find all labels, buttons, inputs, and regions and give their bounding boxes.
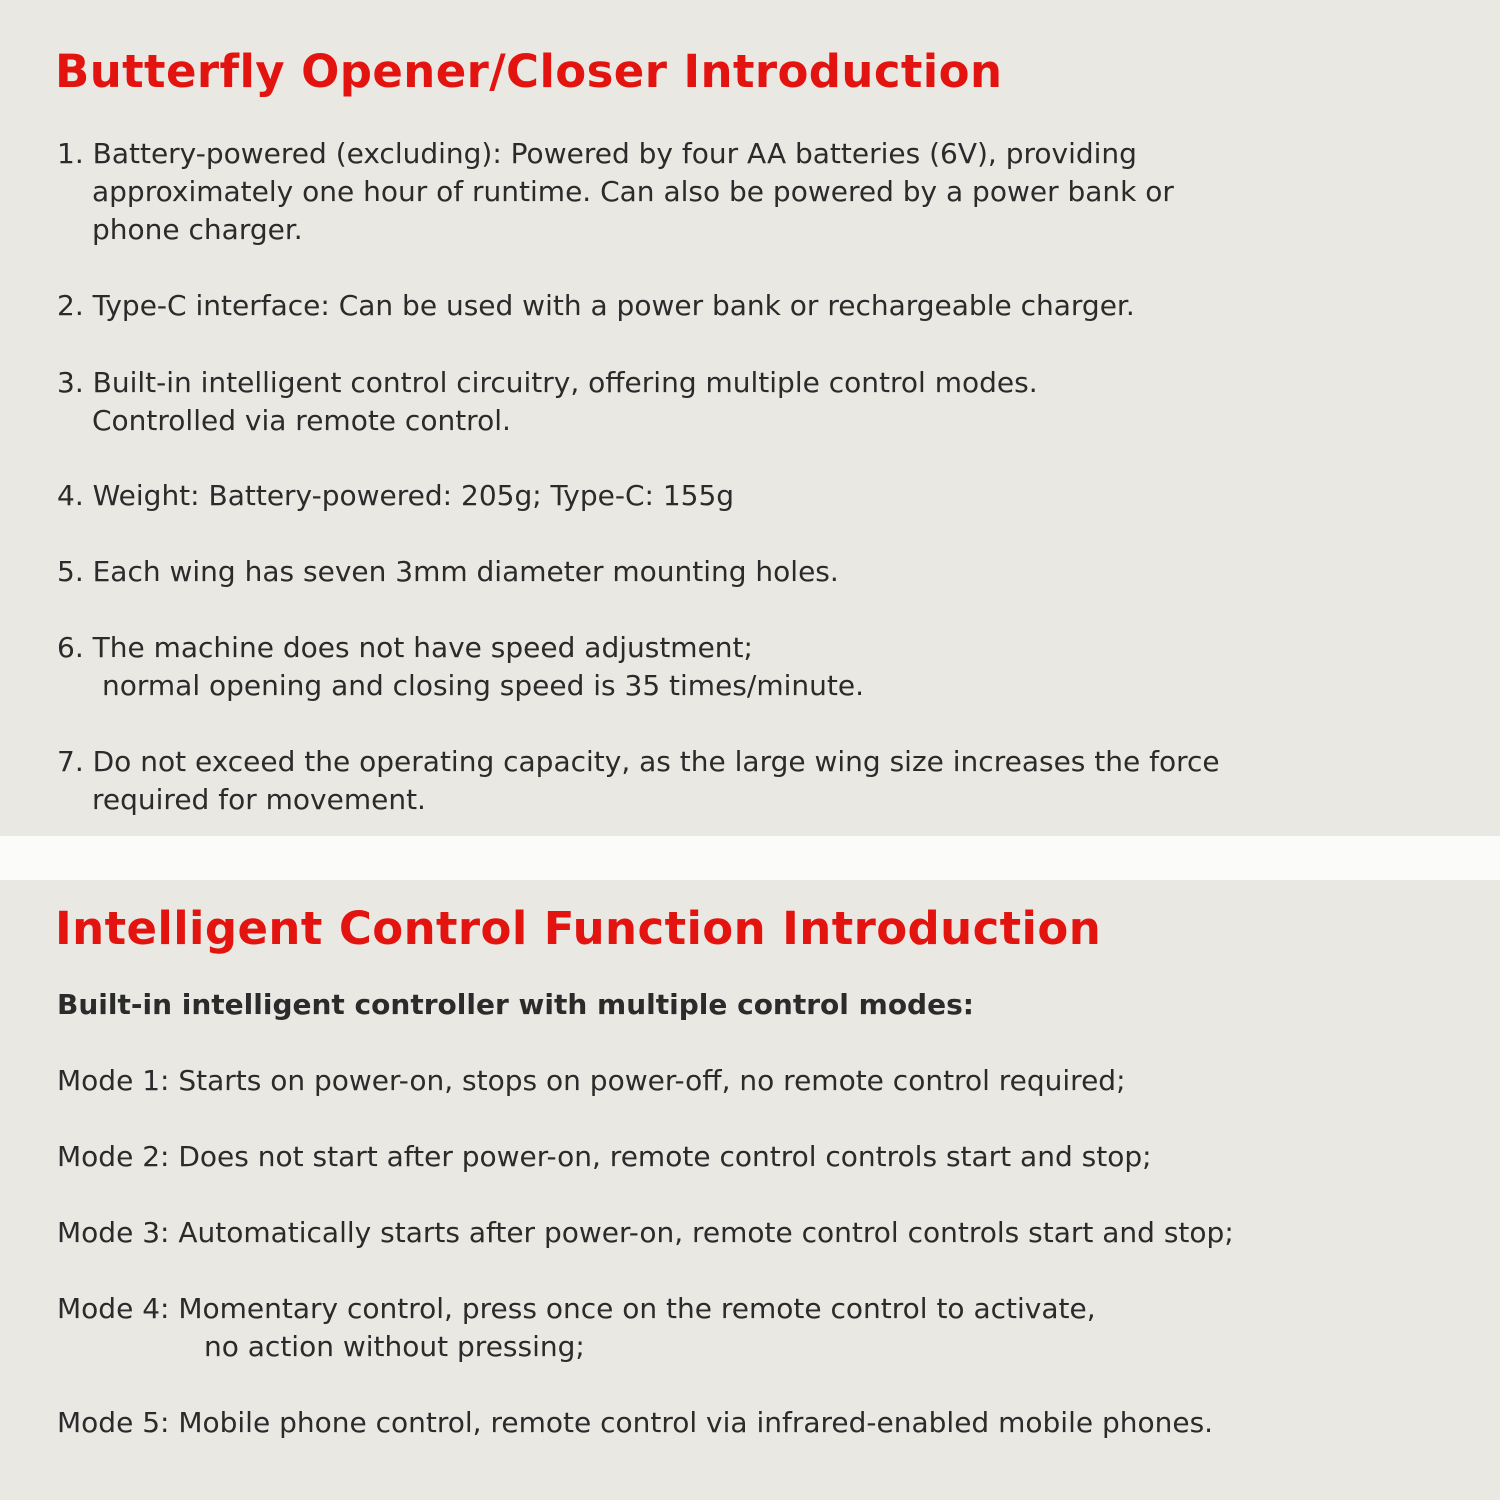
mode-item-3-line-1: Mode 3: Automatically starts after power-on, remote control controls start and stop;: [57, 1216, 1234, 1249]
feature-item-1-line-3: phone charger.: [92, 213, 303, 246]
feature-item-2-line-1: 2. Type-C interface: Can be used with a power bank or rechargeable charger.: [57, 289, 1135, 322]
feature-item-7: [57, 743, 1220, 819]
mode-item-2-line-1: Mode 2: Does not start after power-on, remote control controls start and stop;: [57, 1140, 1152, 1173]
feature-item-1-line-2: approximately one hour of runtime. Can also be powered by a power bank or: [92, 175, 1174, 208]
mode-item-1: [57, 1062, 1126, 1100]
mode-item-4-line-1: Mode 4: Momentary control, press once on the remote control to activate,: [57, 1292, 1096, 1325]
feature-item-5: [57, 553, 839, 591]
feature-item-6-line-2: normal opening and closing speed is 35 times/minute.: [102, 669, 864, 702]
feature-item-3: [57, 364, 1038, 440]
control-modes-intro: Built-in intelligent controller with multiple control modes:: [57, 988, 974, 1021]
feature-item-6: [57, 629, 864, 705]
feature-item-4-line-1: 4. Weight: Battery-powered: 205g; Type-C: 155g: [57, 479, 735, 512]
feature-item-4: [57, 477, 734, 515]
feature-item-6-line-1: 6. The machine does not have speed adjustment;: [57, 631, 753, 664]
feature-item-3-line-2: Controlled via remote control.: [92, 404, 511, 437]
mode-item-4-line-2: no action without pressing;: [204, 1330, 585, 1363]
mode-item-5: [57, 1404, 1213, 1442]
section-title-intelligent-control: Intelligent Control Function Introduction: [55, 902, 1102, 955]
mode-item-5-line-1: Mode 5: Mobile phone control, remote control via infrared-enabled mobile phones.: [57, 1406, 1214, 1439]
mode-item-1-line-1: Mode 1: Starts on power-on, stops on power-off, no remote control required;: [57, 1064, 1126, 1097]
feature-item-5-line-1: 5. Each wing has seven 3mm diameter mounting holes.: [57, 555, 839, 588]
feature-item-1: [57, 135, 1174, 249]
feature-item-7-line-2: required for movement.: [92, 783, 426, 816]
mode-item-2: [57, 1138, 1152, 1176]
mode-item-3: [57, 1214, 1234, 1252]
feature-item-1-line-1: 1. Battery-powered (excluding): Powered by four AA batteries (6V), providing: [57, 137, 1137, 170]
feature-item-2: [57, 287, 1135, 325]
mode-item-4: [57, 1290, 1096, 1366]
section-title-opener-closer: Butterfly Opener/Closer Introduction: [55, 45, 1003, 98]
feature-item-7-line-1: 7. Do not exceed the operating capacity, as the large wing size increases the force: [57, 745, 1220, 778]
feature-item-3-line-1: 3. Built-in intelligent control circuitry, offering multiple control modes.: [57, 366, 1038, 399]
